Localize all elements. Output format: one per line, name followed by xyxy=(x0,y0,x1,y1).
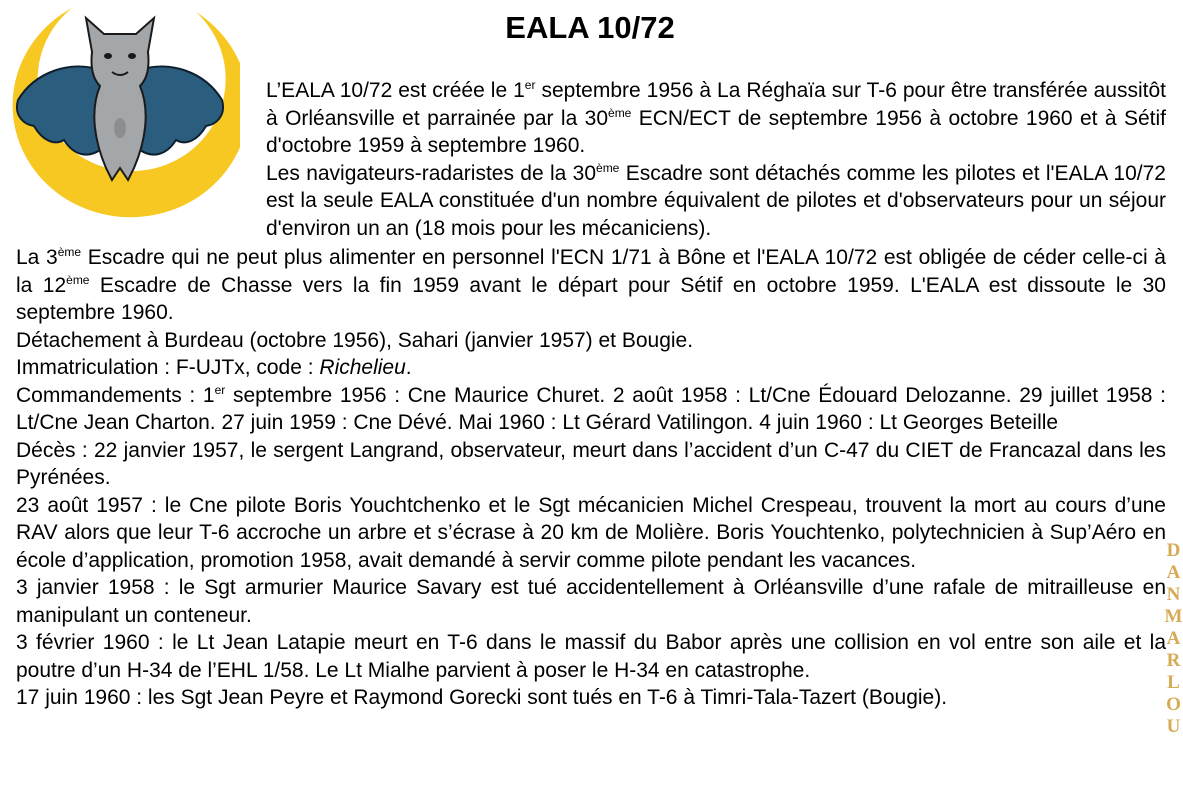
paragraph-death-langrand: Décès : 22 janvier 1957, le sergent Langrand, observateur, meurt dans l’accident d’un C-47 du CIET de Francazal dans les Pyrénées. xyxy=(16,438,1166,489)
intro-section xyxy=(266,77,1166,242)
body-section xyxy=(16,244,1166,712)
paragraph-death-peyre-gorecki: 17 juin 1960 : les Sgt Jean Peyre et Raymond Gorecki sont tués en T-6 à Timri-Tala-Tazert (Bougie). xyxy=(16,686,948,709)
bat-right-eye xyxy=(128,53,136,59)
bat-left-eye xyxy=(104,53,112,59)
paragraph-dissolution: La 3ème Escadre qui ne peut plus alimenter en personnel l'ECN 1/71 à Bône et l'EALA 10/72 est obligée de céder celle-ci à la 12ème Escadre de Chasse vers la fin 1959 avant le départ pour Sétif en octobre 1959. L'EALA est dissoute le 30 septembre 1960. xyxy=(16,245,1166,324)
bat-body xyxy=(86,18,154,180)
paragraph-death-savary: 3 janvier 1958 : le Sgt armurier Maurice Savary est tué accidentellement à Orléansville d’une rafale de mitrailleuse en manipulant un conteneur. xyxy=(16,576,1166,627)
intro-paragraph-creation: L’EALA 10/72 est créée le 1er septembre 1956 à La Réghaïa sur T-6 pour être transférée aussitôt à Orléansville et parrainée par la 30ème ECN/ECT de septembre 1956 à octobre 1960 et à Sétif d'octobre 1959 à septembre 1960. xyxy=(266,78,1166,157)
squadron-emblem xyxy=(0,0,240,232)
paragraph-commanders: Commandements : 1er septembre 1956 : Cne Maurice Churet. 2 août 1958 : Lt/Cne Édouard Delozanne. 29 juillet 1958 : Lt/Cne Jean Charton. 27 juin 1959 : Cne Dévé. Mai 1960 : Lt Gérard Vatilingon. 4 juin 1960 : Lt Georges Beteille xyxy=(16,382,1166,434)
paragraph-detachments: Détachement à Burdeau (octobre 1956), Sahari (janvier 1957) et Bougie. xyxy=(16,328,694,352)
page-title: EALA 10/72 xyxy=(505,10,675,45)
bat-belly-mark xyxy=(114,118,126,138)
paragraph-registration: Immatriculation : F-UJTx, code : Richelieu. xyxy=(16,356,412,379)
paragraph-death-youchtchenko: 23 août 1957 : le Cne pilote Boris Youchtchenko et le Sgt mécanicien Michel Crespeau, trouvent la mort au cours d’une RAV alors que leur T-6 accroche un arbre et s’écrase à 20 km de Molière. Boris Youchtenko, polytechnicien à Sup’Aéro en école d’application, promotion 1958, avait demandé à servir comme pilote pendant les vacances. xyxy=(16,493,1166,572)
bat-on-crescent-moon-icon xyxy=(13,8,240,217)
intro-paragraph-crews: Les navigateurs-radaristes de la 30ème Escadre sont détachés comme les pilotes et l'EALA 10/72 est la seule EALA constituée d'un nombre équivalent de pilotes et d'observateurs pour un séjour d'environ un an (18 mois pour les mécaniciens). xyxy=(266,160,1166,240)
paragraph-death-latapie: 3 février 1960 : le Lt Jean Latapie meurt en T-6 dans le massif du Babor après une collision en vol entre son aile et la poutre d’un H-34 de l’EHL 1/58. Le Lt Mialhe parvient à poser le H-34 en catastrophe. xyxy=(16,631,1166,682)
watermark-danmarlou: D A N M A R L O U xyxy=(1164,540,1183,737)
